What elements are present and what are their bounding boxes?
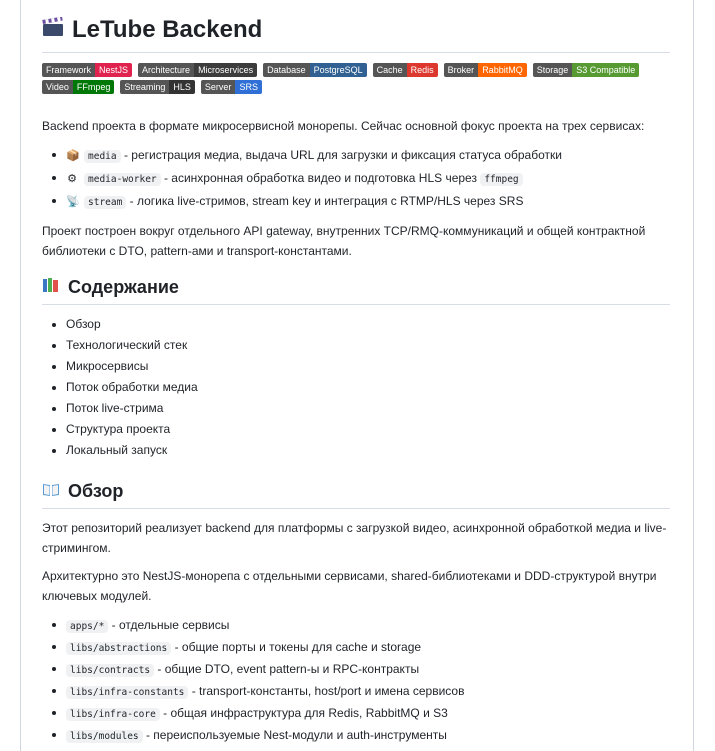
overview-item	[42, 702, 670, 724]
path-desc: - отдельные сервисы	[108, 618, 230, 632]
toc-item[interactable]: Локальный запуск	[42, 440, 670, 461]
overview-item	[42, 614, 670, 636]
badge-label: Storage	[533, 63, 573, 77]
path-code: apps/*	[66, 620, 108, 633]
badge[interactable]	[444, 63, 527, 77]
gear-icon: ⚙	[67, 173, 77, 185]
badge-value: Microservices	[194, 63, 257, 77]
path-code: libs/infra-constants	[66, 686, 188, 699]
package-icon: 📦	[66, 150, 80, 162]
clapper-board-icon	[42, 12, 64, 48]
title-text: LeTube Backend	[72, 16, 263, 43]
overview-item	[42, 680, 670, 702]
badge-value: RabbitMQ	[478, 63, 527, 77]
badge[interactable]	[263, 63, 367, 77]
badge-label: Video	[42, 80, 73, 94]
badge[interactable]	[42, 80, 114, 94]
books-icon	[42, 274, 60, 300]
badge-value: FFmpeg	[73, 80, 115, 94]
badge-label: Streaming	[120, 80, 169, 94]
badge-label: Framework	[42, 63, 95, 77]
badge[interactable]	[42, 63, 132, 77]
overview-item	[42, 658, 670, 680]
gateway-note: Проект построен вокруг отдельного API gateway, внутренних TCP/RMQ-коммуникаций и общей контрактной библиотеки с DTO, pattern-ами и transport-константами.	[42, 224, 646, 258]
path-code: libs/infra-core	[66, 708, 160, 721]
overview-heading: Обзор	[42, 478, 670, 509]
toc-item[interactable]: Обзор	[42, 314, 670, 335]
toc-item[interactable]: Поток live-стрима	[42, 398, 670, 419]
toc-item[interactable]: Микросервисы	[42, 356, 670, 377]
badge-label: Server	[201, 80, 236, 94]
path-desc: - общие DTO, event pattern-ы и RPC-контракты	[154, 662, 420, 676]
service-item	[42, 167, 670, 190]
badge[interactable]	[138, 63, 257, 77]
badge-value: SRS	[235, 80, 262, 94]
path-code: libs/contracts	[66, 664, 154, 677]
service-item	[42, 190, 670, 213]
path-desc: - общие порты и токены для cache и storage	[171, 640, 422, 654]
badge-value: PostgreSQL	[310, 63, 367, 77]
overview-p2: Архитектурно это NestJS-монорепа с отдельными сервисами, shared-библиотеками и DDD-структурой внутри ключевых модулей.	[42, 569, 657, 603]
toc-item[interactable]: Структура проекта	[42, 419, 670, 440]
path-desc: - общая инфраструктура для Redis, RabbitMQ и S3	[159, 706, 448, 720]
overview-list	[42, 614, 670, 746]
satellite-icon: 📡	[66, 196, 80, 208]
badge[interactable]	[201, 80, 262, 94]
toc-item[interactable]: Технологический стек	[42, 335, 670, 356]
badge-label: Broker	[444, 63, 479, 77]
intro-text: Backend проекта в формате микросервисной монорепы. Сейчас основной фокус проекта на трех сервисах:	[42, 119, 645, 133]
path-code: libs/modules	[66, 730, 143, 743]
service-code: media	[84, 150, 121, 163]
toc-heading: Содержание	[42, 274, 670, 305]
badge-value: HLS	[169, 80, 195, 94]
service-desc: - асинхронная обработка видео и подготовка HLS через	[160, 171, 481, 185]
overview-item	[42, 636, 670, 658]
service-desc: - логика live-стримов, stream key и интеграция с RTMP/HLS через SRS	[126, 194, 524, 208]
service-code: stream	[84, 196, 126, 209]
badge-label: Architecture	[138, 63, 194, 77]
badge[interactable]	[373, 63, 438, 77]
path-desc: - transport-константы, host/port и имена сервисов	[188, 684, 465, 698]
badge-value: NestJS	[95, 63, 132, 77]
service-code: media-worker	[84, 173, 161, 186]
toc-item[interactable]: Поток обработки медиа	[42, 377, 670, 398]
service-code-inline: ffmpeg	[480, 173, 522, 186]
badge-label: Cache	[373, 63, 407, 77]
toc-list	[42, 314, 670, 461]
badge-label: Database	[263, 63, 310, 77]
services-list	[42, 144, 670, 213]
path-code: libs/abstractions	[66, 642, 171, 655]
page-title	[42, 12, 670, 53]
service-desc: - регистрация медиа, выдача URL для загрузки и фиксация статуса обработки	[120, 148, 562, 162]
badge[interactable]	[533, 63, 640, 77]
badges-row	[42, 63, 670, 94]
badge[interactable]	[120, 80, 195, 94]
badge-value: S3 Compatible	[572, 63, 639, 77]
overview-item	[42, 724, 670, 746]
service-item	[42, 144, 670, 167]
path-desc: - переиспользуемые Nest-модули и auth-инструменты	[142, 728, 447, 742]
overview-p1: Этот репозиторий реализует backend для платформы с загрузкой видео, асинхронной обработкой медиа и live-стримингом.	[42, 521, 667, 555]
open-book-icon	[42, 478, 60, 504]
badge-value: Redis	[407, 63, 438, 77]
